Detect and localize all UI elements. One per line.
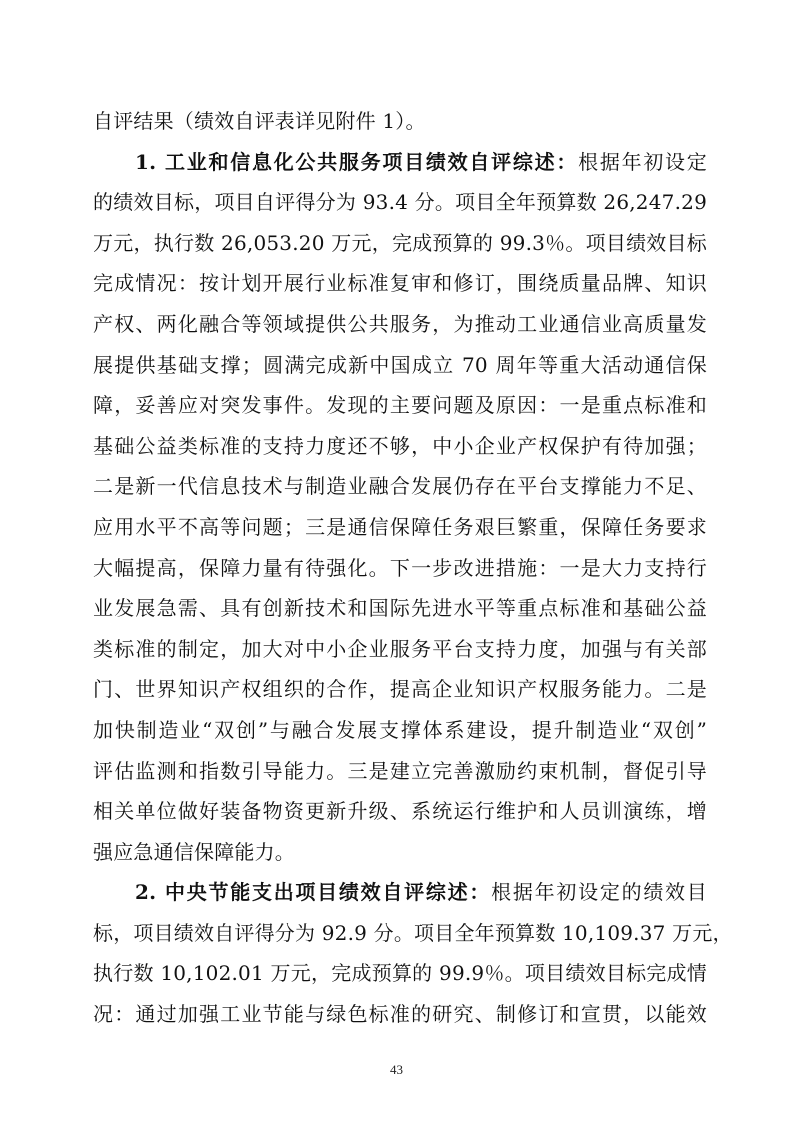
text-line: 执行数 10,102.01 万元，完成预算的 99.9％。项目绩效目标完成情 — [93, 961, 707, 986]
text-line: 评估监测和指数引导能力。三是建立完善激励约束机制，督促引导 — [93, 758, 707, 783]
section-2-heading: 2. 中央节能支出项目绩效自评综述： — [135, 880, 492, 905]
text-line: 标，项目绩效自评得分为 92.9 分。项目全年预算数 10,109.37 万元， — [93, 920, 733, 945]
text-line: 大幅提高，保障力量有待强化。下一步改进措施：一是大力支持行 — [93, 555, 707, 580]
text-line: 业发展急需、具有创新技术和国际先进水平等重点标准和基础公益 — [93, 596, 707, 621]
text-line: 自评结果（绩效自评表详见附件 1）。 — [93, 109, 426, 133]
text-line: 加快制造业“双创”与融合发展支撑体系建设，提升制造业“双创” — [93, 717, 707, 742]
text-line: 况：通过加强工业节能与绿色标准的研究、制修订和宣贯，以能效 — [93, 1002, 707, 1027]
section-2-intro: 根据年初设定的绩效目 — [491, 880, 708, 905]
section-1-paragraph-start — [93, 142, 707, 183]
text-line: 类标准的制定，加大对中小企业服务平台支持力度，加强与有关部 — [93, 636, 707, 661]
text-line: 相关单位做好装备物资更新升级、系统运行维护和人员训演练，增 — [93, 799, 707, 824]
section-1-intro: 根据年初设定 — [578, 149, 708, 174]
text-line: 完成情况：按计划开展行业标准复审和修订，围绕质量品牌、知识 — [93, 271, 707, 296]
page-number: 43 — [390, 1062, 403, 1077]
text-line: 产权、两化融合等领域提供公共服务，为推动工业通信业高质量发 — [93, 311, 707, 336]
text-line: 万元，执行数 26,053.20 万元，完成预算的 99.3％。项目绩效目标 — [93, 230, 707, 255]
text-line: 应用水平不高等问题；三是通信保障任务艰巨繁重，保障任务要求 — [93, 514, 707, 539]
body-text — [93, 101, 733, 1035]
text-line: 强应急通信保障能力。 — [93, 839, 295, 864]
text-line: 二是新一代信息技术与制造业融合发展仍存在平台支撑能力不足、 — [93, 474, 707, 499]
text-line: 障，妥善应对突发事件。发现的主要问题及原因：一是重点标准和 — [93, 393, 707, 418]
section-2-paragraph-start — [93, 872, 707, 913]
section-1-heading: 1. 工业和信息化公共服务项目绩效自评综述： — [135, 149, 579, 174]
text-line: 门、世界知识产权组织的合作，提高企业知识产权服务能力。二是 — [93, 677, 707, 702]
text-line: 展提供基础支撑；圆满完成新中国成立 70 周年等重大活动通信保 — [93, 352, 707, 377]
text-line: 的绩效目标，项目自评得分为 93.4 分。项目全年预算数 26,247.29 — [93, 190, 707, 215]
text-line: 基础公益类标准的支持力度还不够，中小企业产权保护有待加强； — [93, 433, 707, 458]
